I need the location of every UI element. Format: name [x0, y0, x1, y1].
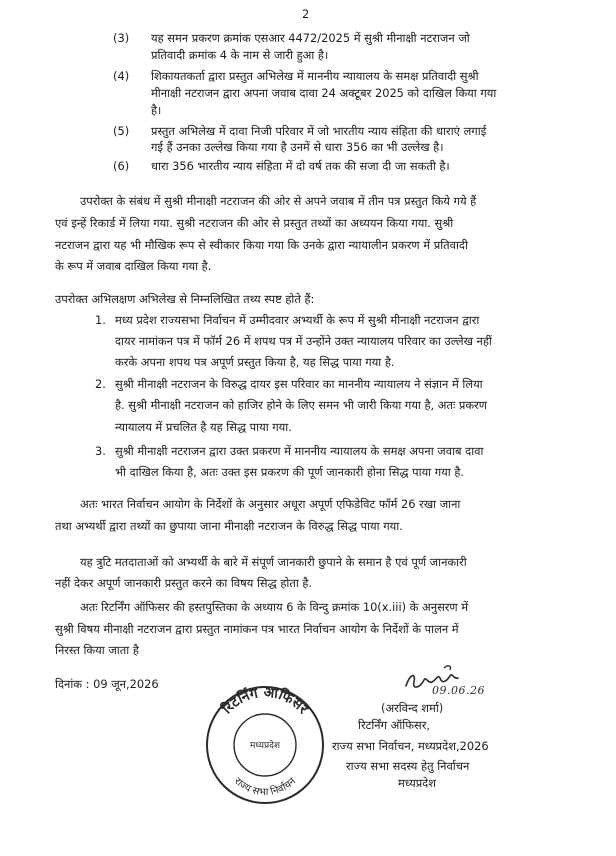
- fact-number: 3.: [95, 444, 106, 458]
- point-text: मीनाक्षी नटराजन द्वारा अपना जवाब दावा 24 अक्टूबर 2025 को दाखिल किया गया: [151, 86, 497, 100]
- handwritten-date: 09.06.26: [432, 684, 485, 697]
- fact-text: है. सुश्री मीनाक्षी नटराजन को हाजिर होने के लिए समन भी जारी किया गया है, अतः प्रकरण: [115, 398, 488, 412]
- paragraph-line: एवं इन्हें रिकार्ड में लिया गया. सुश्री नटराजन की ओर से प्रस्तुत तथ्यों का अध्ययन किया गया. सुश्री: [55, 216, 454, 230]
- fact-text: करके अपना शपथ पत्र अपूर्ण प्रस्तुत किया है, यह सिद्ध पाया गया है.: [115, 355, 395, 369]
- paragraph-line: नटराजन द्वारा यह भी मौखिक रूप से स्वीकार किया गया कि उनके द्वारा न्यायालीन प्रकरण में प्रतिवादी: [55, 238, 468, 252]
- svg-text:रिटर्निंग आफिसर: [218, 685, 312, 719]
- page-number: 2: [302, 7, 310, 21]
- point-number: (3): [113, 31, 130, 45]
- point-text: प्रतिवादी क्रमांक 4 के नाम से जारी हुआ है।: [151, 48, 329, 62]
- stamp-center-text: मध्यप्रदेश: [249, 741, 281, 751]
- signatory-office: राज्य सभा निर्वाचन, मध्यप्रदेश,2026: [332, 739, 489, 753]
- facts-heading: उपरोक्त अभिलक्षण अभिलेख से निम्नलिखित तथ्य स्पष्ट होते हैं:: [55, 292, 315, 306]
- fact-number: 2.: [95, 377, 106, 391]
- paragraph-line: उपरोक्त के संबंध में सुश्री मीनाक्षी नटराजन की ओर से अपने जवाब में तीन पत्र प्रस्तुत किये गये हैं: [80, 194, 477, 208]
- point-text: प्रस्तुत अभिलेख में दावा निजी परिवार में जो भारतीय न्याय संहिता की धाराएं लगाई: [151, 124, 487, 138]
- signatory-title: रिटर्निंग ऑफिसर,: [358, 718, 431, 732]
- fact-text: न्यायालय में प्रचलित है यह सिद्ध पाया गया.: [115, 420, 292, 434]
- point-text: शिकायतकर्ता द्वारा प्रस्तुत अभिलेख में माननीय न्यायालय के समक्ष प्रतिवादी सुश्री: [151, 69, 479, 83]
- fact-number: 1.: [95, 313, 106, 327]
- stamp-top-text: रिटर्निंग आफिसर: [219, 684, 311, 718]
- stamp-bottom-text: राज्य सभा निर्वाचन: [231, 775, 299, 799]
- svg-text:राज्य सभा निर्वाचन: [232, 776, 299, 799]
- signatory-state: मध्यप्रदेश: [398, 776, 436, 790]
- paragraph-line: निरस्त किया जाता है: [55, 643, 139, 657]
- point-number: (4): [113, 69, 130, 83]
- paragraph-line: तथा अभ्यर्थी द्वारा तथ्यों का छुपाया जाना मीनाक्षी नटराजन के विरुद्ध सिद्ध पाया गया.: [55, 519, 403, 533]
- fact-text: सुश्री मीनाक्षी नटराजन के विरुद्ध दायर इस परिवार का माननीय न्यायालय ने संज्ञान में लिया: [115, 377, 483, 391]
- paragraph-line: अतः भारत निर्वाचन आयोग के निर्देशों के अनुसार अधूरा अपूर्ण एफिडेविट फॉर्म 26 रखा जाना: [80, 497, 461, 511]
- point-number: (5): [113, 124, 130, 138]
- date-line: दिनांक : 09 जून,2026: [55, 677, 159, 691]
- paragraph-line: सुश्री विषय मीनाक्षी नटराजन द्वारा प्रस्तुत नामांकन पत्र भारत निर्वाचन आयोग के निर्देशों के पालन में: [55, 622, 459, 636]
- signatory-office: राज्य सभा सदस्य हेतु निर्वाचन: [346, 759, 470, 773]
- point-number: (6): [113, 159, 130, 173]
- official-stamp: [200, 680, 330, 810]
- point-text: गई हैं उनका उल्लेख किया गया है उनमें से धारा 356 का भी उल्लेख है।: [151, 140, 444, 154]
- fact-text: मध्य प्रदेश राज्यसभा निर्वाचन में उम्मीदवार अभ्यर्थी के रूप में सुश्री मीनाक्षी नटराजन द्वारा: [115, 313, 480, 327]
- fact-text: भी दाखिल किया है, अतः उक्त इस प्रकरण की पूर्ण जानकारी होना सिद्ध पाया गया है.: [115, 465, 465, 479]
- signatory-name: (अरविन्द शर्मा): [381, 701, 444, 715]
- point-text: धारा 356 भारतीय न्याय संहिता में दो वर्ष तक की सजा दी जा सकती है।: [151, 159, 450, 173]
- point-text: है।: [151, 103, 162, 117]
- point-text: यह समन प्रकरण क्रमांक एसआर 4472/2025 में सुश्री मीनाक्षी नटराजन जो: [151, 31, 470, 45]
- paragraph-line: के रूप में जवाब दाखिल किया गया है.: [55, 259, 212, 273]
- fact-text: दायर नामांकन पत्र में फॉर्म 26 में शपथ पत्र में उन्होंने उक्त न्यायालय परिवार का उल्लेख नहीं: [115, 334, 492, 348]
- paragraph-line: यह त्रुटि मतदाताओं को अभ्यर्थी के बारे में संपूर्ण जानकारी छुपाने के समान है एवं पूर्ण जानकारी: [80, 555, 467, 569]
- fact-text: सुश्री मीनाक्षी नटराजन द्वारा उक्त प्रकरण में माननीय न्यायालय के समक्ष अपना जवाब दावा: [115, 444, 484, 458]
- paragraph-line: नहीं देकर अपूर्ण जानकारी प्रस्तुत करने का विषय सिद्ध होता है.: [55, 576, 313, 590]
- paragraph-line: अतः रिटर्निंग ऑफिसर की हस्तपुस्तिका के अध्याय 6 के विन्दु क्रमांक 10(x.iii) के अनुसरण में: [80, 600, 469, 614]
